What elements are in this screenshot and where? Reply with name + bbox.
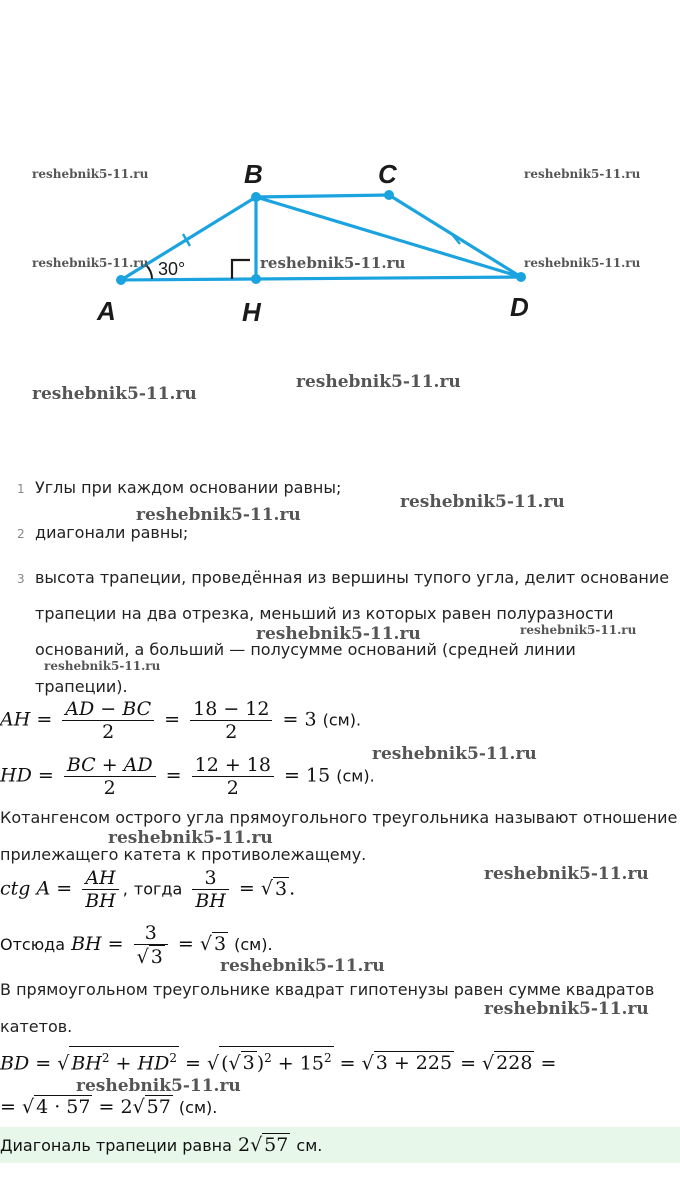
list-item-cont: трапеции). xyxy=(35,677,128,696)
equation-ctg: ctg A = $\frac{AH}{BH}$ , тогда $\frac{3}{BH}$ = √ 3 . xyxy=(0,867,296,912)
list-number: 1 xyxy=(17,482,25,496)
tick-marks xyxy=(183,233,460,246)
watermark: reshebnik5-11.ru xyxy=(484,999,649,1019)
equation-bh: Отсюда BH = $\frac{3}{√ 3}$ = √ 3 (см). xyxy=(0,922,273,968)
vertex-label-a: A xyxy=(97,296,116,326)
list-item: высота трапеции, проведённая из вершины тупого угла, делит основание xyxy=(35,568,670,587)
watermark: reshebnik5-11.ru xyxy=(76,1076,241,1096)
list-item: диагонали равны; xyxy=(35,523,189,542)
watermark: reshebnik5-11.ru xyxy=(372,744,537,764)
pythagoras-text: В прямоугольном треугольнике квадрат гипотенузы равен сумме квадратов xyxy=(0,980,655,999)
list-item-cont: трапеции на два отрезка, меньший из которых равен полуразности xyxy=(35,604,614,623)
pythagoras-text-cont: катетов. xyxy=(0,1017,73,1036)
watermark: reshebnik5-11.ru xyxy=(260,254,406,272)
watermark: reshebnik5-11.ru xyxy=(400,492,565,512)
list-item: Углы при каждом основании равны; xyxy=(35,478,342,497)
watermark: reshebnik5-11.ru xyxy=(136,505,301,525)
watermark: reshebnik5-11.ru xyxy=(524,256,641,270)
vertex-label-d: D xyxy=(510,292,529,322)
cot-definition-cont: прилежащего катета к противолежащему. xyxy=(0,845,367,864)
watermark: reshebnik5-11.ru xyxy=(484,864,649,884)
watermark: reshebnik5-11.ru xyxy=(524,167,641,181)
watermark: reshebnik5-11.ru xyxy=(44,659,161,673)
list-item-cont: оснований, а больший — полусумме оснований (средней линии xyxy=(35,640,576,659)
watermark: reshebnik5-11.ru xyxy=(296,372,461,392)
equation-bd: BD = √ $BH^2 + HD^2$ = √ (√ 3 )$^2 + 15^2$ = √ 3 + 225 = √ 228 = xyxy=(0,1046,556,1074)
equation-hd: HD = $\frac{BC + AD}{2}$ = $\frac{12 + 18}{2}$ = 15 (см). xyxy=(0,754,375,799)
watermark: reshebnik5-11.ru xyxy=(256,624,421,644)
watermark: reshebnik5-11.ru xyxy=(520,623,637,637)
ah-left: AH xyxy=(0,708,31,731)
vertex-label-c: C xyxy=(378,159,397,189)
list-number: 2 xyxy=(17,527,25,541)
list-number: 3 xyxy=(17,572,25,586)
watermark: reshebnik5-11.ru xyxy=(220,956,385,976)
cot-definition: Котангенсом острого угла прямоугольного треугольника называют отношение xyxy=(0,808,678,827)
answer: Диагональ трапеции равна 2√ 57 см. xyxy=(0,1134,323,1156)
right-angle-mark xyxy=(232,260,250,279)
vertex-label-h: H xyxy=(242,297,261,327)
watermark: reshebnik5-11.ru xyxy=(108,828,273,848)
watermark: reshebnik5-11.ru xyxy=(32,167,149,181)
vertex-label-b: B xyxy=(244,159,263,189)
watermark: reshebnik5-11.ru xyxy=(32,256,149,270)
equation-bd-cont: = √ 4 · 57 = 2√ 57 (см). xyxy=(0,1096,218,1118)
hd-left: HD xyxy=(0,764,32,787)
equation-ah: AH = $\frac{AD - BC}{2}$ = $\frac{18 - 12}{2}$ = 3 (см). xyxy=(0,698,362,743)
watermark: reshebnik5-11.ru xyxy=(32,384,197,404)
base-bc xyxy=(256,195,389,197)
angle-label: 30° xyxy=(158,259,186,279)
